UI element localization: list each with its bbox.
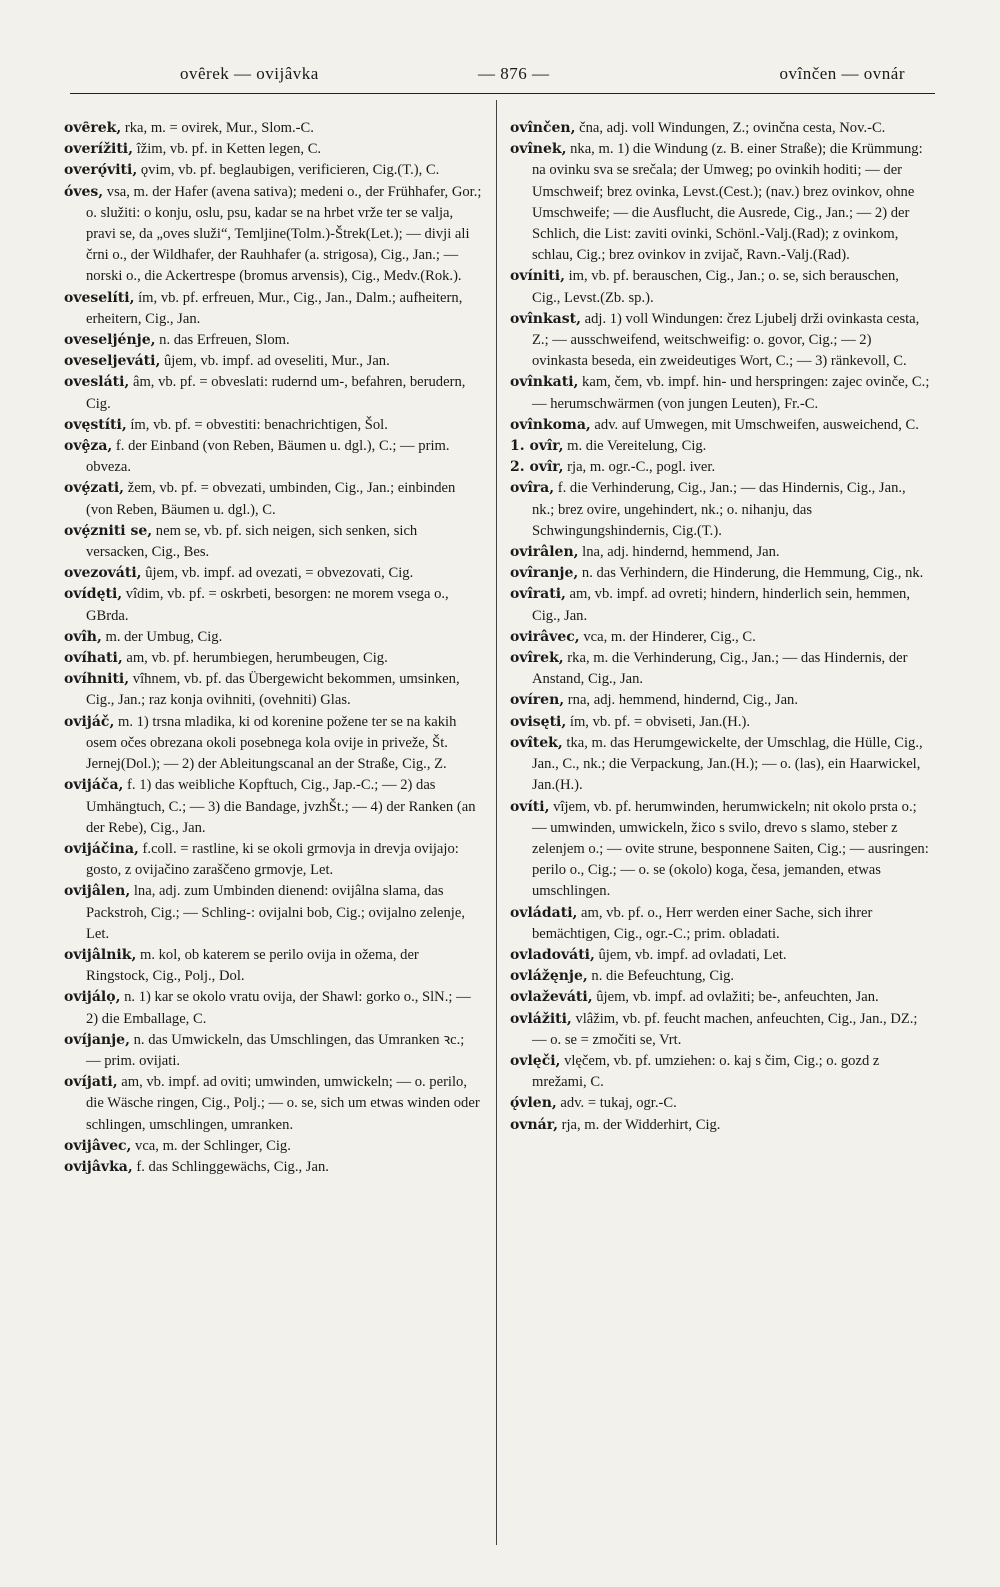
dictionary-entry — [510, 542, 930, 563]
dictionary-entry — [64, 945, 482, 987]
dictionary-entry — [510, 118, 930, 139]
entry-headword: ovȩ́zati, — [64, 480, 125, 497]
entry-definition: rja, m. ogr.-C., pogl. iver. — [563, 459, 716, 476]
entry-definition: n. 1) kar se okolo vratu ovija, der Shawl: gorko o., SlN.; — 2) die Emballage, C. — [86, 989, 471, 1027]
dictionary-entry — [510, 627, 930, 648]
dictionary-entry — [510, 797, 930, 903]
entry-headword: ovlaževáti, — [510, 989, 593, 1006]
column-divider — [496, 100, 497, 1545]
dictionary-entry — [510, 712, 930, 733]
header-rule — [70, 93, 935, 94]
dictionary-entry — [510, 690, 930, 711]
dictionary-entry — [510, 139, 930, 266]
entry-definition: am, vb. pf. herumbiegen, herumbeugen, Cig. — [122, 650, 388, 667]
entry-headword: ovíhati, — [64, 650, 123, 667]
dictionary-entry — [510, 945, 930, 966]
entry-headword: ovęstíti, — [64, 416, 127, 433]
dictionary-entry — [64, 372, 482, 414]
entry-headword: ovijâvec, — [64, 1137, 132, 1154]
dictionary-entry — [510, 1093, 930, 1114]
entry-headword: ovisęti, — [510, 713, 567, 730]
entry-headword: overǫ́viti, — [64, 162, 138, 179]
entry-headword: ovînek, — [510, 141, 567, 158]
dictionary-entry — [64, 1136, 482, 1157]
dictionary-entry — [64, 1072, 482, 1136]
dictionary-entry — [510, 1051, 930, 1093]
dictionary-entry — [64, 139, 482, 160]
entry-definition: m. die Vereitelung, Cig. — [563, 438, 707, 455]
entry-definition: m. 1) trsna mladika, ki od korenine požene ter se na kakih osem očes obrezana okoli posebnega kola ovije in priveže, Št. Jernej(Dol.); — 2) der Ableitungscanal an der Straße, Cig., Z. — [86, 713, 457, 773]
entry-headword: ovnár, — [510, 1116, 558, 1133]
entry-definition: ûjem, vb. impf. ad ovezati, = obvezovati, Cig. — [141, 565, 414, 582]
dictionary-entry — [510, 372, 930, 414]
dictionary-entry — [64, 584, 482, 626]
dictionary-entry — [64, 648, 482, 669]
entry-definition: rna, adj. hemmend, hindernd, Cig., Jan. — [564, 692, 798, 709]
dictionary-entry — [64, 712, 482, 776]
entry-headword: ovídęti, — [64, 586, 123, 603]
entry-definition: n. das Umwickeln, das Umschlingen, das Umranken ꝛc.; — prim. ovijati. — [86, 1031, 465, 1069]
entry-definition: am, vb. pf. o., Herr werden einer Sache, sich ihrer bemächtigen, Cig., ogr.-C.; prim. obladati. — [532, 904, 873, 942]
entry-headword: ovíti, — [510, 798, 550, 815]
entry-headword: ovijáča, — [64, 777, 124, 794]
entry-headword: oveseljénje, — [64, 332, 156, 349]
dictionary-entry — [510, 563, 930, 584]
dictionary-entry — [510, 415, 930, 436]
entry-definition: vlâžim, vb. pf. feucht machen, anfeuchten, Cig., Jan., DZ.; — o. se = zmočiti se, Vrt. — [532, 1010, 918, 1048]
dictionary-entry — [510, 478, 930, 542]
entry-definition: ím, vb. pf. = obviseti, Jan.(H.). — [566, 713, 750, 730]
dictionary-entry — [64, 521, 482, 563]
dictionary-entry — [510, 733, 930, 797]
entry-definition: vîdim, vb. pf. = oskrbeti, besorgen: ne morem vsega o., GBrda. — [86, 586, 449, 624]
entry-definition: kam, čem, vb. impf. hin- und herspringen: zajec ovinče, C.; — herumschwärmen (von jungen Leuten), Fr.-C. — [532, 374, 930, 412]
entry-headword: oveselíti, — [64, 289, 135, 306]
entry-definition: n. die Befeuchtung, Cig. — [587, 968, 735, 985]
entry-headword: ovirâvec, — [510, 628, 580, 645]
entry-definition: f. das Schlinggewächs, Cig., Jan. — [132, 1158, 329, 1175]
entry-definition: ǫvim, vb. pf. beglaubigen, verificieren, Cig.(T.), C. — [137, 162, 440, 179]
entry-definition: ûjem, vb. impf. ad ovladati, Let. — [594, 946, 787, 963]
entry-definition: am, vb. impf. ad ovreti; hindern, hinderlich sein, hemmen, Cig., Jan. — [532, 586, 910, 624]
entry-definition: žem, vb. pf. = obvezati, umbinden, Cig., Jan.; einbinden (von Reben, Bäumen u. dgl.), C. — [86, 480, 456, 518]
entry-headword: ovîtek, — [510, 734, 563, 751]
dictionary-entry — [64, 160, 482, 181]
entry-headword: ovijálọ, — [64, 989, 121, 1006]
dictionary-entry — [64, 881, 482, 945]
header-left-guide: ovȇrek — ovijâvka — [180, 64, 319, 83]
entry-headword: ovînkoma, — [510, 416, 591, 433]
entry-definition: ûjem, vb. impf. ad oveseliti, Mur., Jan. — [160, 353, 390, 370]
entry-definition: lna, adj. hindernd, hemmend, Jan. — [578, 544, 780, 561]
dictionary-entry — [64, 351, 482, 372]
entry-definition: vsa, m. der Hafer (avena sativa); medeni o., der Frühhafer, Gor.; o. služiti: o konju, oslu, psu, kadar se na hrbet vrže ter se valja, pravi se, da „oves služi“, Temljine(Tolm.)-Štrek(Let.); — divji ali črni o., der Wildhafer, der Rauhhafer (a. strigosa), Cig., Jan.; — norski o., die Ackertrespe (bromus arvensis), Cig., Medv.(Rok.). — [86, 183, 482, 285]
entry-headword: ovîh, — [64, 628, 102, 645]
entry-definition: ûjem, vb. impf. ad ovlažiti; be-, anfeuchten, Jan. — [592, 989, 879, 1006]
entry-headword: ovijáčina, — [64, 840, 139, 857]
entry-definition: vîjem, vb. pf. herumwinden, herumwickeln; nit okolo prsta o.; — umwinden, umwickeln, žico s svilo, drevo s slamo, steber z zelenjem o.; — ovite strune, besponnene Saiten, Cig.; — ausringen: perilo o., Cig.; — o. se (okolo) koga, česa, jemanden, etwas umschlingen. — [532, 798, 929, 900]
entry-definition: f. die Verhinderung, Cig., Jan.; — das Hindernis, Cig., Jan., nk.; brez ovire, ungehindert, nk.; o. nihanju, das Schwingungshindernis, Cig.(T.). — [532, 480, 906, 539]
header-right-guide: ovînčen — ovnár — [779, 64, 905, 83]
entry-headword: ovlážęnje, — [510, 968, 588, 985]
entry-headword: ovesláti, — [64, 374, 130, 391]
entry-definition: adv. auf Umwegen, mit Umschweifen, ausweichend, C. — [590, 416, 919, 433]
entry-headword: 1. ovîr, — [510, 438, 564, 455]
dictionary-entry — [64, 627, 482, 648]
entry-definition: vca, m. der Schlinger, Cig. — [131, 1137, 291, 1154]
entry-definition: n. das Verhindern, die Hinderung, die Hemmung, Cig., nk. — [578, 565, 924, 582]
entry-headword: ovlęči, — [510, 1052, 561, 1069]
entry-definition: nka, m. 1) die Windung (z. B. einer Straße); die Krümmung: na ovinku sva se srečala; der Umweg; po ovinkih hoditi; — der Umschweif; brez ovinka, Levst.(Cest.); (nav.) brez ovinkov, ohne Umschweife; — die Ausflucht, die Ausrede, Cig., Jan.; — 2) der Schlich, die List: zaviti ovinki, Schönl.-Valj.(Rad); z ovinkom, schlau, Cig.; brez ovinkov in zvijač, Ravn.-Valj.(Rad). — [532, 141, 923, 264]
entry-headword: ovíren, — [510, 692, 565, 709]
entry-headword: ovînkati, — [510, 374, 579, 391]
entry-headword: ovînkast, — [510, 310, 581, 327]
dictionary-entry — [64, 563, 482, 584]
dictionary-entry — [64, 1030, 482, 1072]
dictionary-entry — [64, 1157, 482, 1178]
entry-definition: vîhnem, vb. pf. das Übergewicht bekommen, umsinken, Cig., Jan.; raz konja ovihniti, (ovehniti) Glas. — [86, 671, 460, 709]
entry-definition: f.coll. = rastline, ki se okoli grmovja in drevja ovijajo: gosto, z ovijačino zaraščeno grmovje, Let. — [86, 840, 459, 879]
entry-headword: 2. ovîr, — [510, 459, 564, 476]
page-number: — 876 — — [478, 64, 550, 83]
page-header — [70, 60, 935, 90]
dictionary-entry — [64, 987, 482, 1029]
entry-headword: ovijâlen, — [64, 883, 131, 900]
dictionary-entry — [64, 118, 482, 139]
entry-definition: adv. = tukaj, ogr.-C. — [556, 1095, 677, 1112]
entry-headword: óves, — [64, 183, 104, 200]
entry-definition: m. der Umbug, Cig. — [101, 628, 223, 645]
entry-headword: ovînčen, — [510, 120, 576, 136]
entry-headword: ovijâvka, — [64, 1158, 133, 1175]
entry-headword: ovîranje, — [510, 565, 579, 582]
entry-headword: ovládati, — [510, 904, 578, 921]
entry-headword: ovíjati, — [64, 1074, 118, 1091]
dictionary-entry — [64, 182, 482, 288]
entry-definition: adj. 1) voll Windungen: črez Ljubelj drži ovinkasta cesta, Z.; — ausschweifend, weitschweifig: o. govor, Cig.; — 2) ovinkasta beseda, ein zweideutiges Wort, C.; — 3) ränkevoll, C. — [532, 310, 920, 370]
entry-definition: im, vb. pf. berauschen, Cig., Jan.; o. se, sich berauschen, Cig., Levst.(Zb. sp.). — [532, 268, 899, 306]
entry-definition: lna, adj. zum Umbinden dienend: ovijâlna slama, das Packstroh, Cig.; — Schling-: ovijalni bob, Cig.; ovijalno zelenje, Let. — [86, 883, 465, 942]
left-column — [64, 118, 482, 1178]
entry-headword: ovȇrek, — [64, 120, 122, 136]
right-column — [510, 118, 930, 1136]
entry-definition: ím, vb. pf. = obvestiti: benachrichtigen, Šol. — [126, 416, 388, 433]
entry-headword: oveseljeváti, — [64, 353, 161, 370]
entry-headword: ovíjanje, — [64, 1031, 130, 1048]
entry-definition: čna, adj. voll Windungen, Z.; ovinčna cesta, Nov.-C. — [575, 120, 886, 136]
entry-definition: n. das Erfreuen, Slom. — [155, 332, 290, 349]
dictionary-entry — [64, 669, 482, 711]
entry-definition: m. kol, ob katerem se perilo ovija in ožema, der Ringstock, Cig., Polj., Dol. — [86, 946, 419, 985]
entry-headword: ovlážiti, — [510, 1010, 572, 1027]
dictionary-entry — [510, 1115, 930, 1136]
entry-definition: f. 1) das weibliche Kopftuch, Cig., Jap.-C.; — 2) das Umhängtuch, C.; — 3) die Bandage, jvzhŠt.; — 4) der Ranken (an der Rebe), Cig., Jan. — [86, 777, 476, 836]
dictionary-entry — [510, 1009, 930, 1051]
dictionary-entry — [510, 648, 930, 690]
dictionary-entry — [64, 330, 482, 351]
entry-headword: ovíhniti, — [64, 671, 130, 688]
dictionary-entry — [510, 457, 930, 478]
entry-definition: nem se, vb. pf. sich neigen, sich senken, sich versacken, Cig., Bes. — [86, 522, 418, 561]
entry-headword: ovȩ̂za, — [64, 438, 113, 455]
dictionary-entry — [64, 839, 482, 881]
entry-headword: ovijáč, — [64, 713, 115, 730]
entry-headword: ovijâlnik, — [64, 946, 137, 963]
entry-definition: rka, m. = ovirek, Mur., Slom.-C. — [121, 120, 314, 136]
dictionary-entry — [510, 584, 930, 626]
dictionary-entry — [64, 775, 482, 839]
dictionary-entry — [510, 966, 930, 987]
dictionary-entry — [510, 436, 930, 457]
dictionary-entry — [64, 415, 482, 436]
entry-headword: ovíniti, — [510, 268, 565, 285]
entry-definition: âm, vb. pf. = obveslati: rudernd um-, befahren, berudern, Cig. — [86, 374, 466, 412]
entry-definition: f. der Einband (von Reben, Bäumen u. dgl.), C.; — prim. obveza. — [86, 438, 450, 476]
entry-headword: ǫ́vlen, — [510, 1095, 557, 1112]
dictionary-entry — [510, 987, 930, 1008]
entry-definition: rka, m. die Verhinderung, Cig., Jan.; — das Hindernis, der Anstand, Cig., Jan. — [532, 650, 908, 688]
entry-definition: vca, m. der Hinderer, Cig., C. — [579, 628, 756, 645]
dictionary-entry — [64, 478, 482, 520]
entry-definition: ím, vb. pf. erfreuen, Mur., Cig., Jan., Dalm.; aufheitern, erheitern, Cig., Jan. — [86, 289, 463, 327]
dictionary-entry — [64, 288, 482, 330]
entry-headword: ovîrati, — [510, 586, 566, 603]
dictionary-entry — [510, 903, 930, 945]
dictionary-entry — [64, 436, 482, 478]
dictionary-entry — [510, 309, 930, 373]
entry-headword: ovladováti, — [510, 946, 595, 963]
dictionary-entry — [510, 266, 930, 308]
entry-headword: ovirâlen, — [510, 544, 579, 561]
entry-headword: ovezováti, — [64, 565, 142, 582]
entry-definition: rja, m. der Widderhirt, Cig. — [557, 1116, 721, 1133]
entry-headword: ovîrek, — [510, 650, 564, 667]
entry-headword: ovȩ́zniti se, — [64, 522, 153, 539]
entry-definition: am, vb. impf. ad oviti; umwinden, umwickeln; — o. perilo, die Wäsche ringen, Cig., Polj.; — o. se, sich um etwas winden oder schlingen, umschlingen, umranken. — [86, 1074, 480, 1133]
entry-definition: îžim, vb. pf. in Ketten legen, C. — [133, 141, 322, 158]
entry-definition: vlęčem, vb. pf. umziehen: o. kaj s čim, Cig.; o. gozd z mrežami, C. — [532, 1052, 880, 1091]
entry-headword: ovîra, — [510, 480, 555, 497]
entry-headword: overížiti, — [64, 141, 134, 158]
entry-definition: tka, m. das Herumgewickelte, der Umschlag, die Hülle, Cig., Jan., C., nk.; die Verpackung, Jan.(H.); — o. (las), ein Haarwickel, Jan.(H.). — [532, 734, 923, 794]
